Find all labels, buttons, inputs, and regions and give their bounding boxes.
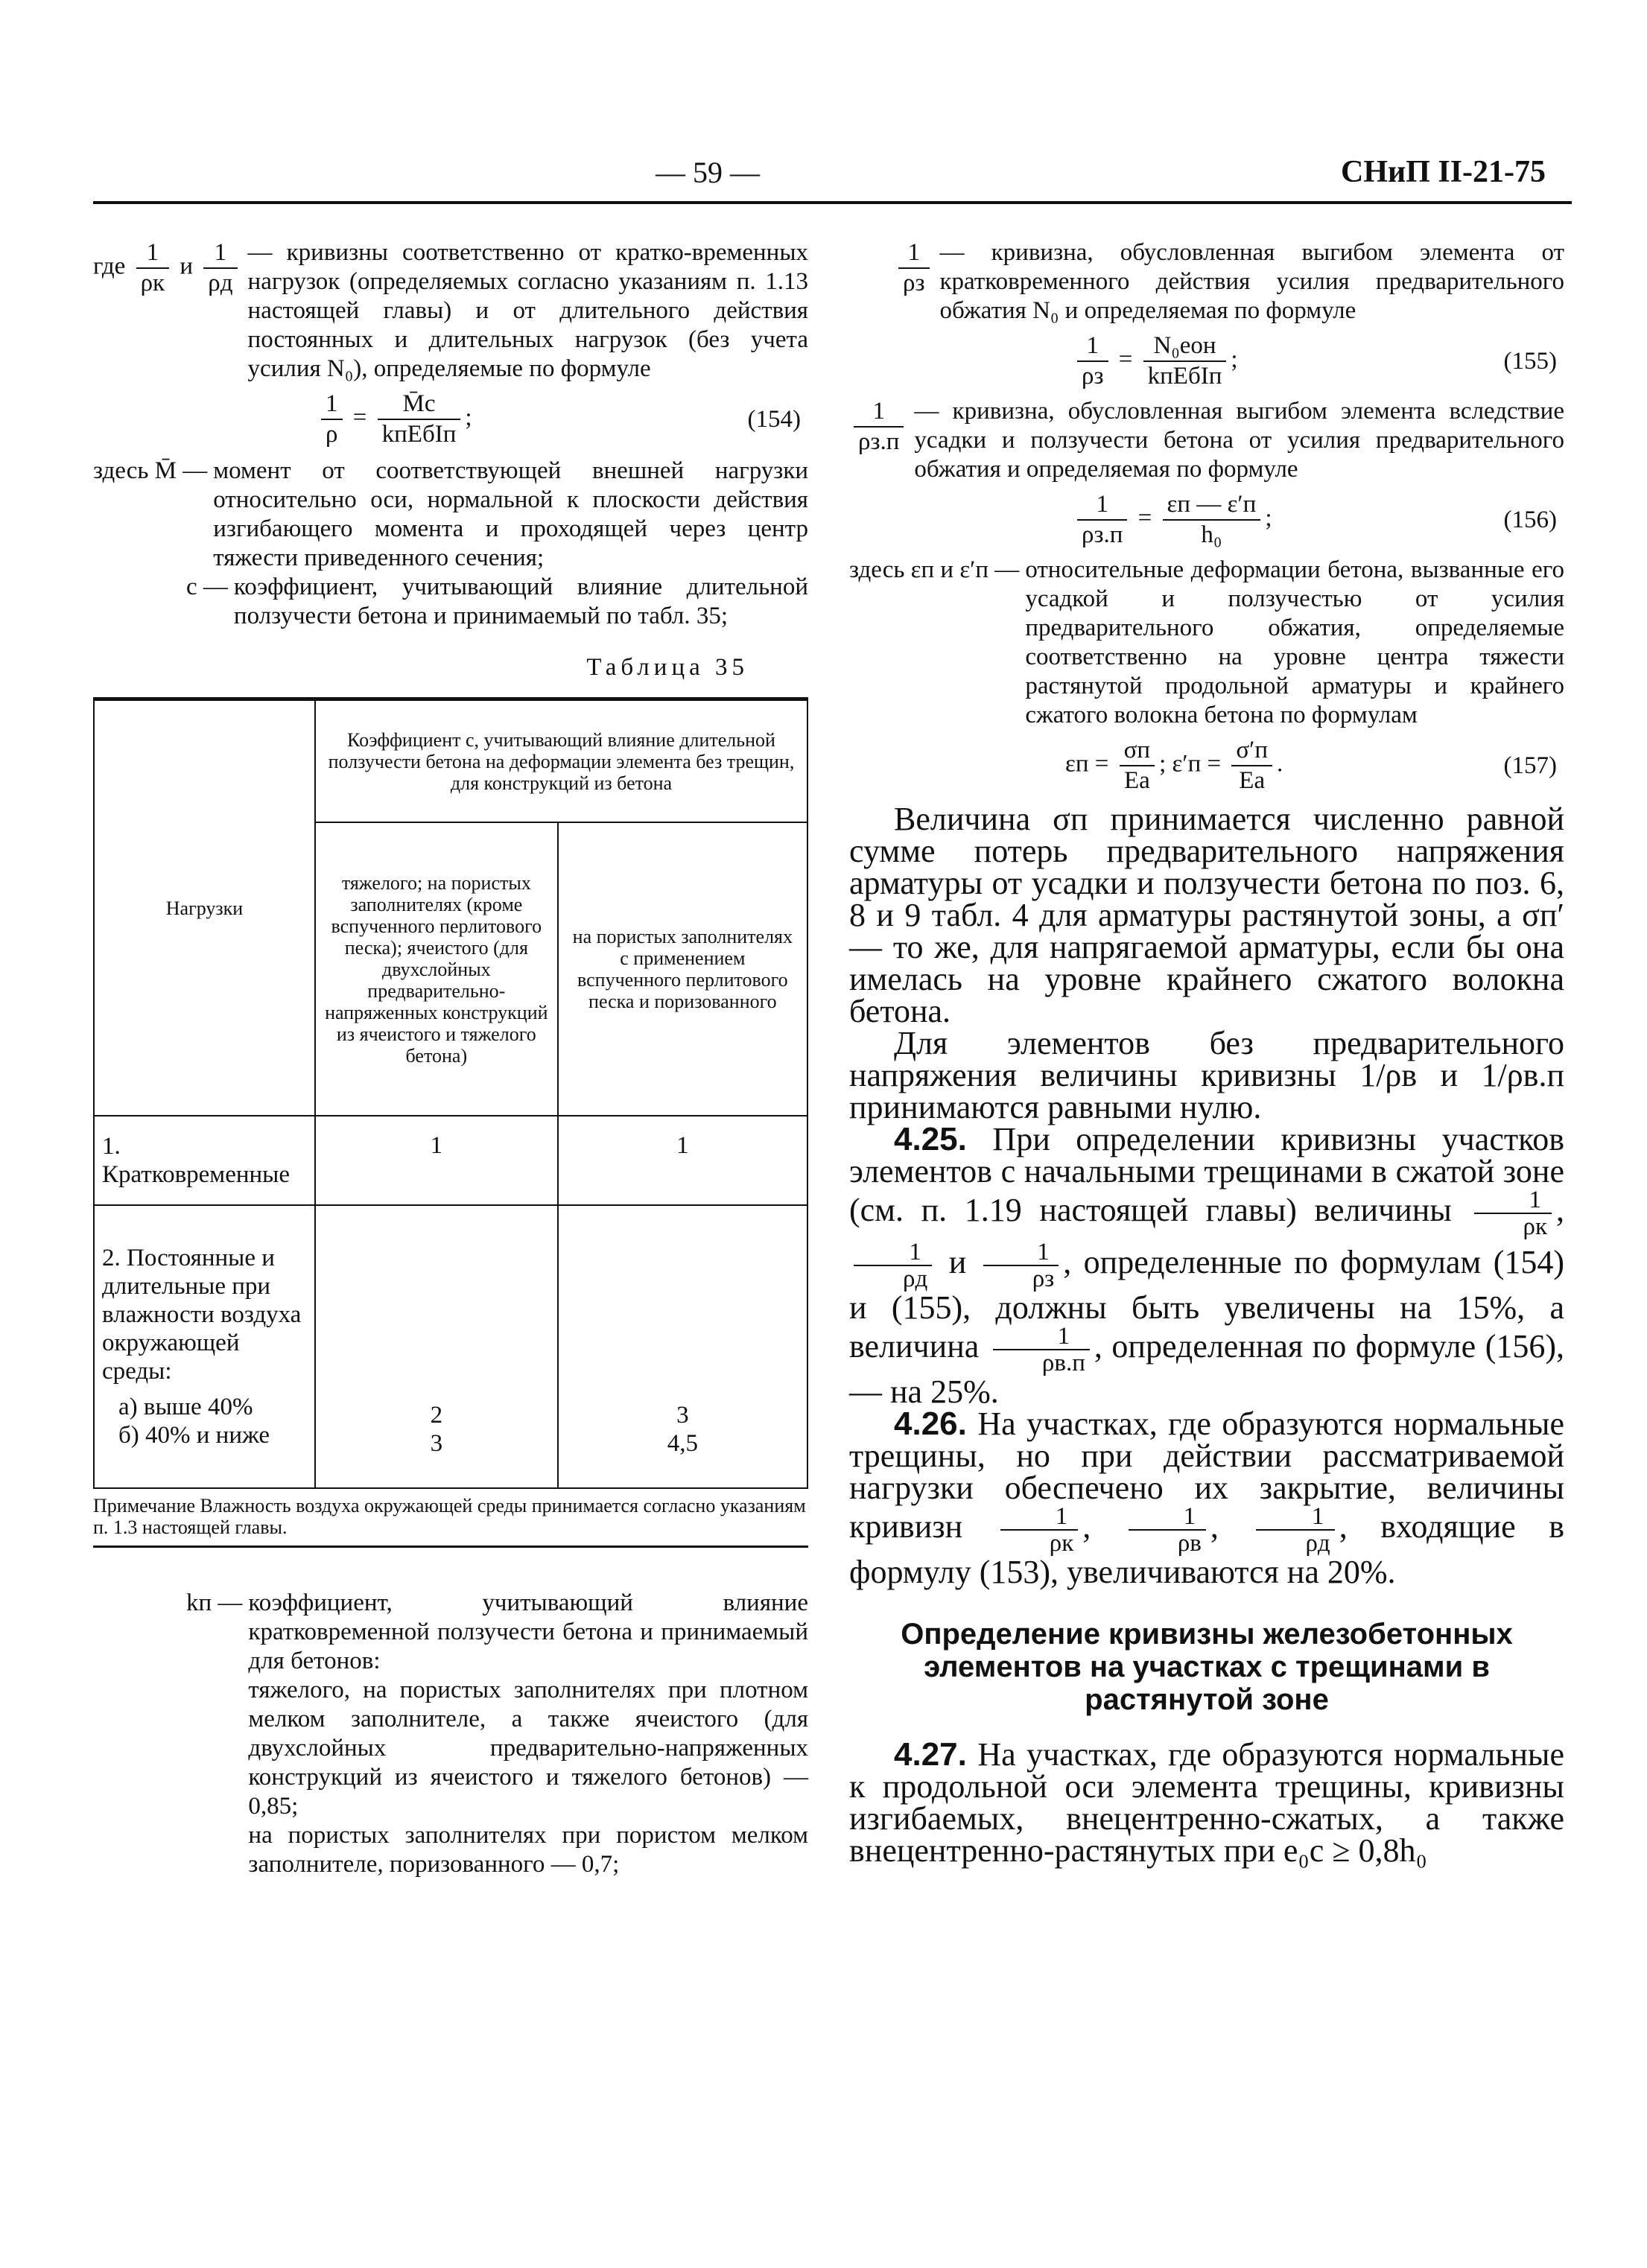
- paragraph-4-27: 4.27. На участках, где образуются нормальные к продольной оси элемента трещины, кривизны изгибаемых, внецентренно-сжатых, а также внецентренно-растянутых при e₀c ≥ 0,8h₀: [849, 1736, 1564, 1869]
- paragraph-sigma: Величина σп принимается численно равной сумме потерь предварительного напряжения арматуры от усадки и ползучести бетона по поз. 6, 8 и 9 табл. 4 для арматуры растянутой зоны, а σп′ — то же, для напрягаемой арматуры, если бы она имелась на уровне крайнего сжатого волокна бетона.: [849, 801, 1564, 1029]
- definition-k: kп — коэффициент, учитывающий влияние кратковременной ползучести бетона и принимаемый для бетонов: тяжелого, на пористых заполнителях при плотном мелком заполнителе, а также ячеистого (для двухслойных предварительно-напряженных конструкций из ячеистого и тяжелого бетонов) — 0,85; на пористых заполнителях при пористом мелком заполнителе, поризованного — 0,7;: [186, 1589, 808, 1878]
- formula-number: (155): [1503, 347, 1557, 375]
- formula-number: (154): [747, 405, 801, 433]
- formula-155: $\frac{1}{\rho з}$ = $\frac{\text{N₀eон}}{\text{kпEбIп}}$ ; (155): [849, 331, 1564, 391]
- curvature-rho-z: $\frac{1}{\rho з}$ — кривизна, обусловленная выгибом элемента от кратковременного действия усилия предварительного обжатия N₀ и определяемая по формуле: [849, 238, 1564, 325]
- curvature-definition: [93, 238, 808, 384]
- paragraph-4-25: 4.25. При определении кривизны участков элементов с начальными трещинами в сжатой зоне (см. п. 1.19 настоящей главы) величины $\frac{1}{\rho к}$ , $\frac{1}{\rho д}$ и $\frac{1}{\rho з}$ , определенные по формулам (154) и (155), должны быть увеличены на 15%, а величина $\frac{1}{\rho в.п}$ , определенная по формуле (156),— на 25%.: [849, 1121, 1565, 1410]
- where-label: где: [93, 252, 126, 280]
- formula-number: (156): [1503, 506, 1557, 533]
- table-row: 2. Постоянные и длительные при влажности воздуха окружающей среды: а) выше 40% б) 40% и ниже 2 3 3 4,5: [94, 1205, 807, 1488]
- document-code: СНиП II-21-75: [1341, 155, 1546, 189]
- left-column: [93, 238, 808, 1879]
- definition-c: c — коэффициент, учитывающий влияние длительной ползучести бетона и принимаемый по табл. 35;: [186, 574, 808, 629]
- header-heavy-concrete: тяжелого; на пористых заполнителях (кроме вспученного перлитового песка); ячеистого (для двухслойных предварительно-напряженных конструкций из ячеистого и тяжелого бетона): [315, 822, 558, 1116]
- fraction-rho-d: $\frac{1}{\rho д}$: [203, 238, 237, 298]
- table-35: [93, 697, 808, 1548]
- list-item: тяжелого, на пористых заполнителях при плотном мелком заполнителе, а также ячеистого (для двухслойных предварительно-напряженных конструкций из ячеистого и тяжелого бетонов) — 0,85;: [248, 1677, 808, 1820]
- paragraph-no-prestress: Для элементов без предварительного напряжения величины кривизны 1/ρв и 1/ρв.п принимаются равными нулю.: [849, 1025, 1564, 1125]
- table-row: 1. Кратковременные 1 1: [94, 1116, 807, 1205]
- page-number: — 59 —: [656, 156, 760, 189]
- fraction-rho-k: $\frac{1}{\rho к}$: [136, 238, 170, 298]
- right-column: [849, 238, 1564, 1867]
- section-title: Определение кривизны железобетонных элементов на участках с трещинами в растянутой зоне: [901, 1618, 1513, 1716]
- header-porous-concrete: на пористых заполнителях с применением вспученного перлитового песка и поризованного: [558, 822, 807, 1116]
- paragraph-4-26: 4.26. На участках, где образуются нормальные трещины, но при действии рассматриваемой нагрузки обеспечено их закрытие, величины кривизн $\frac{1}{\rho к}$ , $\frac{1}{\rho в}$ , $\frac{1}{\rho д}$ , входящие в формулу (153), увеличиваются на 20%.: [849, 1405, 1565, 1590]
- table-note: Примечание Влажность воздуха окружающей среды принимается согласно указаниям п. 1.3 настоящей главы.: [93, 1495, 806, 1538]
- curvature-rho-zp: $\frac{1}{\rho з.п}$ — кривизна, обусловленная выгибом элемента вследствие усадки и ползучести бетона от усилия предварительного обжатия и определяемая по формуле: [849, 397, 1564, 484]
- list-item: на пористых заполнителях при пористом мелком заполнителе, поризованного — 0,7;: [248, 1822, 808, 1878]
- and-word: и: [180, 252, 194, 280]
- formula-157: εп = $\frac{\sigma п}{Eа}$ ; ε′п = $\frac{\sigma'п}{Eа}$ . (157): [1065, 737, 1557, 794]
- table-title: Таблица 35: [586, 654, 749, 681]
- curvature-text: — кривизны соответственно от кратко-временных нагрузок (определяемых согласно указаниям п. 1.13 настоящей главы) и от длительного действия постоянных и длительных нагрузок (без учета усилия N₀), определяемые по формуле: [247, 239, 808, 382]
- formula-154: $\frac{1}{\rho}$ = $\frac{M̄c}{\text{kпEбIп}}$ ; (154): [93, 390, 808, 449]
- formula-156: $\frac{1}{\rho з.п}$ = $\frac{\varepsilon п — \varepsilon'п}{\text{h₀}}$ ; (156): [849, 490, 1564, 550]
- formula-number: (157): [1503, 752, 1557, 779]
- header-rule: [93, 201, 1572, 204]
- header-loads: Нагрузки: [94, 700, 315, 1116]
- definition-M: здесь M̄ — момент от соответствующей внешней нагрузки относительно оси, нормальной к плоскости действия изгибающего момента и проходящей через центр тяжести приведенного сечения;: [93, 457, 808, 571]
- definition-eps: здесь εп и ε′п — относительные деформации бетона, вызванные его усадкой и ползучестью от усилия предварительного обжатия, определяемые соответственно на уровне центра тяжести растянутой продольной арматуры и крайнего сжатого волокна бетона по формулам: [849, 556, 1564, 728]
- header-coefficient: Коэффициент c, учитывающий влияние длительной ползучести бетона на деформации элемента без трещин, для конструкций из бетона: [315, 700, 807, 822]
